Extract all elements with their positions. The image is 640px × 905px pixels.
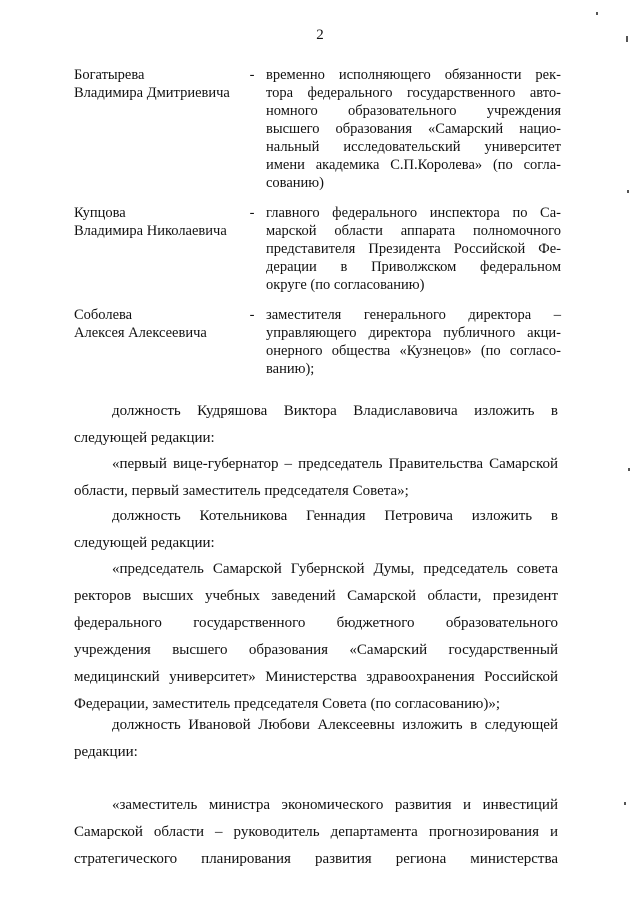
- paragraph-line: должность Ивановой Любови Алексеевны изложить в следующей: [112, 717, 558, 733]
- paragraph-line: Федерации, заместитель председателя Совета (по согласованию)»;: [74, 696, 501, 712]
- position-line: дерации в Приволжском федеральном: [266, 259, 561, 275]
- paragraph-kotelnikov: [74, 503, 558, 557]
- paragraph-ivanova: [74, 712, 558, 766]
- name-line: Владимира Дмитриевича: [74, 85, 230, 101]
- paragraph-line: области, первый заместитель председателя Совета»;: [74, 483, 409, 499]
- name-line: Алексея Алексеевича: [74, 325, 207, 341]
- position-line: онерного общества «Кузнецов» (по согласо-: [266, 343, 561, 359]
- position-line: округе (по согласованию): [266, 277, 425, 293]
- scan-speck: [628, 468, 630, 471]
- paragraph-line: следующей редакции:: [74, 430, 215, 446]
- paragraph-deputy-minister: [74, 792, 558, 873]
- paragraph-line: Самарской области – руководитель департамента прогнозирования и: [74, 824, 558, 840]
- member-position: [266, 204, 561, 294]
- member-name: [74, 306, 244, 342]
- paragraph-kudryashov: [74, 398, 558, 452]
- name-line: Купцова: [74, 205, 126, 221]
- paragraph-line: «заместитель министра экономического развития и инвестиций: [112, 797, 558, 813]
- paragraph-line: ректоров высших учебных заведений Самарской области, президент: [74, 588, 558, 604]
- scan-speck: [624, 802, 626, 805]
- name-line: Владимира Николаевича: [74, 223, 227, 239]
- position-line: представителя Президента Российской Фе-: [266, 241, 561, 257]
- member-name: [74, 204, 244, 240]
- paragraph-line: учреждения высшего образования «Самарский государственный: [74, 642, 558, 658]
- position-line: главного федерального инспектора по Са-: [266, 205, 561, 221]
- page-number: 2: [316, 27, 324, 43]
- paragraph-line: «первый вице-губернатор – председатель Правительства Самарской: [112, 456, 558, 472]
- name-line: Соболева: [74, 307, 133, 323]
- paragraph-line: следующей редакции:: [74, 535, 215, 551]
- paragraph-line: «председатель Самарской Губернской Думы, председатель совета: [112, 561, 558, 577]
- position-line: нальный исследовательский университет: [266, 139, 561, 155]
- paragraph-first-vice-governor: [74, 451, 558, 505]
- position-line: тора федерального государственного авто-: [266, 85, 561, 101]
- paragraph-line: медицинский университет» Министерства здравоохранения Российской: [74, 669, 558, 685]
- paragraph-line: редакции:: [74, 744, 138, 760]
- dash-separator: -: [249, 205, 255, 221]
- member-name: [74, 66, 244, 102]
- position-line: заместителя генерального директора –: [266, 307, 561, 323]
- scan-speck: [626, 36, 628, 42]
- paragraph-line: должность Котельникова Геннадия Петровича изложить в: [112, 508, 558, 524]
- scan-speck: [596, 12, 598, 15]
- position-line: управляющего директора публичного акци-: [266, 325, 561, 341]
- name-line: Богатырева: [74, 67, 145, 83]
- paragraph-line: должность Кудряшова Виктора Владиславовича изложить в: [112, 403, 558, 419]
- member-position: [266, 66, 561, 192]
- position-line: высшего образования «Самарский нацио-: [266, 121, 561, 137]
- position-line: ванию);: [266, 361, 315, 377]
- dash-separator: -: [249, 67, 255, 83]
- position-line: имени академика С.П.Королева» (по согла-: [266, 157, 561, 173]
- paragraph-duma-chairman: [74, 556, 558, 718]
- paragraph-line: федерального государственного бюджетного образовательного: [74, 615, 558, 631]
- position-line: номного образовательного учреждения: [266, 103, 561, 119]
- paragraph-line: стратегического планирования развития региона министерства: [74, 851, 558, 867]
- position-line: марской области аппарата полномочного: [266, 223, 561, 239]
- dash-separator: -: [249, 307, 255, 323]
- position-line: временно исполняющего обязанности рек-: [266, 67, 561, 83]
- position-line: сованию): [266, 175, 324, 191]
- scan-speck: [627, 190, 629, 193]
- member-position: [266, 306, 561, 378]
